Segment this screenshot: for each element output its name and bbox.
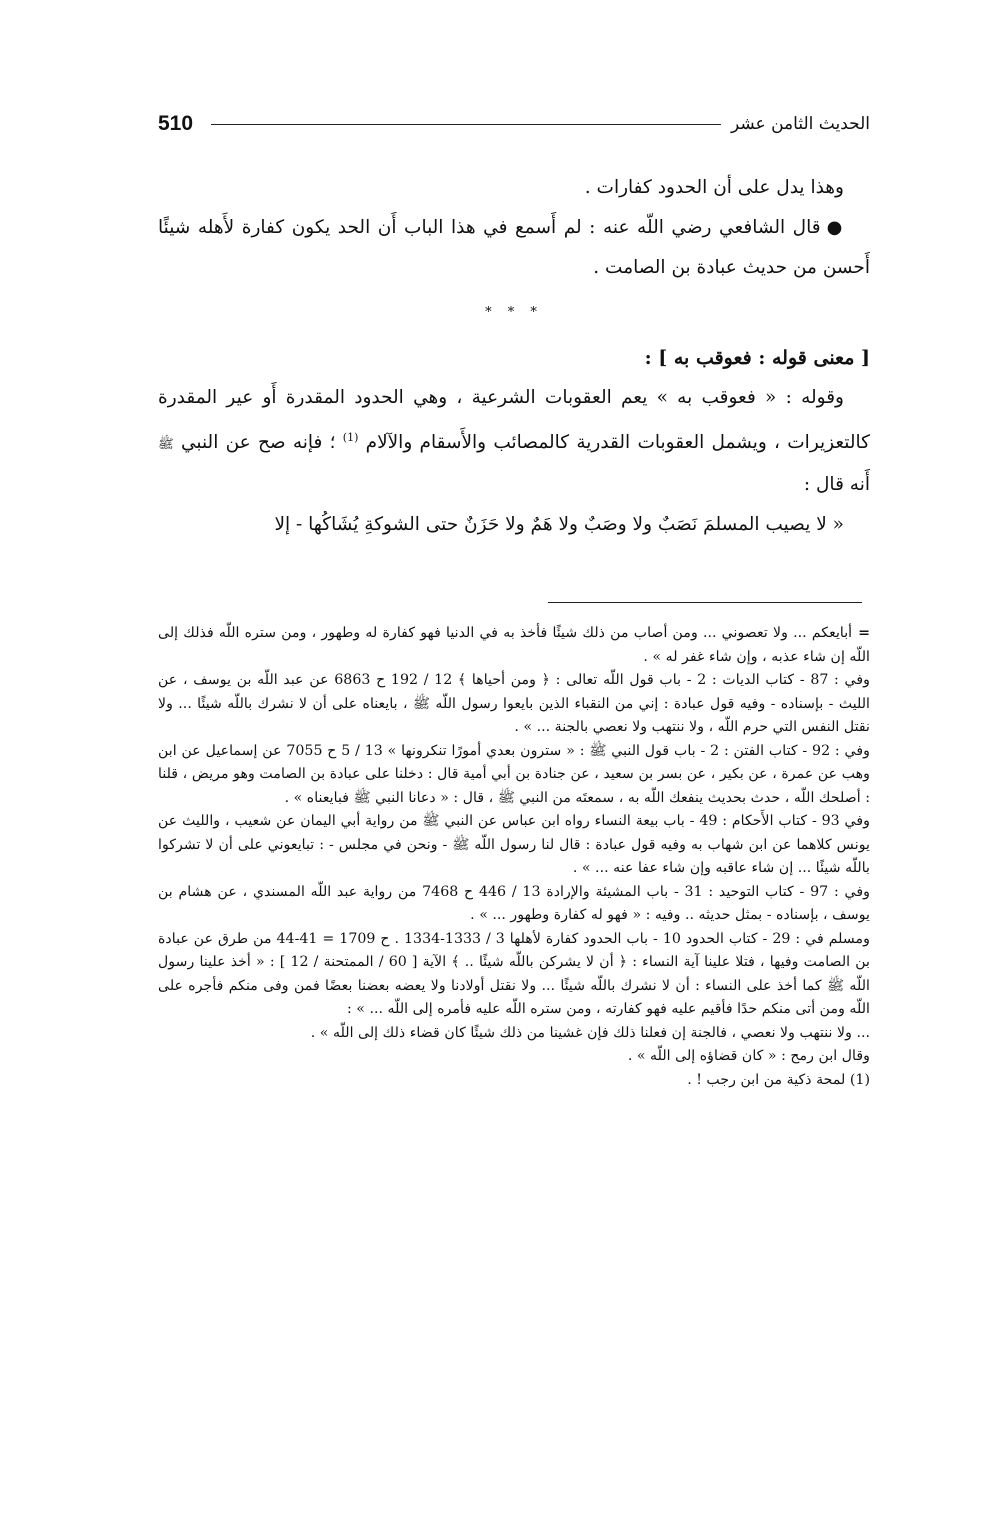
footnote-text: أبايعكم ... ولا تعصوني ... ومن أصاب من ذلك شيئًا فأخذ به في الدنيا فهو كفارة له وطهور ، ومن ستره اللّه فذلك إلى اللّه إن شاء عذبه ، وإن شاء غفر له » . bbox=[158, 625, 870, 665]
section-heading: [ معنى قوله : فعوقب به ] : bbox=[644, 347, 870, 369]
running-header bbox=[158, 104, 870, 144]
continuation-mark: = bbox=[858, 625, 870, 641]
section-separator: * * * bbox=[485, 305, 543, 320]
footnote-text: وفي 93 - كتاب الأَحكام : 49 - باب بيعة النساء رواه ابن عباس عن النبي ﷺ من رواية أبي اليمان عن شعيب ، والليث عن يونس كلاهما عن ابن شهاب به وفيه قول عبادة : قال لنا رسول اللّه ﷺ - ونحن في مجلس - : تبايعوني على أن لا تشركوا باللّه شيئًا ... إن شاء عاقبه وإن شاء عفا عنه ... » . bbox=[158, 813, 870, 876]
paragraph-3-text-b: ؛ فإنه صح عن النبي bbox=[180, 432, 336, 454]
footnote-ref-1[interactable]: (1) bbox=[342, 431, 359, 444]
pbuh-glyph: ﷺ bbox=[158, 437, 174, 453]
running-title: الحديث الثامن عشر bbox=[731, 114, 870, 134]
bullet-icon: ● bbox=[826, 217, 844, 238]
paragraph-4: « لا يصيب المسلمَ نَصَبٌ ولا وصَبٌ ولا هَمٌ ولا حَزَنٌ حتى الشوكةِ يُشَاكُها - إلا bbox=[274, 514, 844, 536]
paragraph-1: وهذا يدل على أن الحدود كفارات . bbox=[584, 177, 844, 198]
footnote-text: وفي : 92 - كتاب الفتن : 2 - باب قول النبي ﷺ : « سترون بعدي أمورًا تنكرونها » 13 / 5 ح 7055 عن إسماعيل عن ابن وهب عن عمرة ، عن بكير ، عن بسر بن سعيد ، عن جنادة بن أبي أمية قال : دخلنا على عبادة بن الصامت وهو مريض ، قلنا : أصلحك اللّه ، حدث بحديث ينفعك اللّه به ، سمعتَه من النبي ﷺ ، قال : « دعانا النبي ﷺ فبايعناه » . bbox=[158, 742, 870, 806]
footnote-text: وفي : 97 - كتاب التوحيد : 31 - باب المشيئة والإرادة 13 / 446 ح 7468 من رواية عبد اللّه المسندي ، عن هشام بن يوسف ، بإسناده - بمثل حديثه .. وفيه : « فهو له كفارة وطهور ... » . bbox=[158, 883, 870, 923]
header-rule bbox=[211, 124, 721, 125]
paragraph-2 bbox=[158, 208, 870, 288]
paragraph-3-text-c: أَنه قال : bbox=[803, 474, 870, 496]
footnote-1: (1) لمحة ذكية من ابن رجب ! . bbox=[687, 1071, 870, 1088]
footnote-text: وفي : 87 - كتاب الديات : 2 - باب قول اللّه تعالى : ﴿ ومن أحياها ﴾ 12 / 192 ح 6863 عن عبد اللّه بن يوسف ، عن الليث - بإسناده - وفيه قول عبادة : إني من النقباء الذين بايعوا رسول اللّه ﷺ ، بايعناه على أن لا نشرك باللّه شيئًا ... ولا نقتل النفس التي حرم اللّه ، ولا ننتهب ولا نعصي بالجنة ... » . bbox=[158, 672, 870, 735]
page-number: 510 bbox=[158, 112, 194, 135]
footnote-text: وقال ابن رمح : « كان قضاؤه إلى اللّه » . bbox=[627, 1048, 870, 1064]
footnote-continuation bbox=[158, 622, 870, 669]
paragraph-3 bbox=[158, 378, 870, 505]
footnote-text: ومسلم في : 29 - كتاب الحدود 10 - باب الحدود كفارة لأهلها 3 / 1333-1334 . ح 1709 = 41-44 من طرق عن عبادة بن الصامت وفيها ، فتلا علينا آية النساء : ﴿ أن لا يشركن باللّه شيئًا .. ﴾ الآية [ 60 / الممتحنة / 12 ] : « أخذ علينا رسول اللّه ﷺ كما أخذ على النساء : أن لا نشرك باللّه شيئًا ... ولا نقتل أولادنا ولا يعضه بعضنا بعضًا فمن وفى منكم فأجره على اللّه ومن أتى منكم حدًا فأقيم عليه فهو كفارته ، ومن ستره اللّه عليه فأمره إلى اللّه ... » : bbox=[158, 930, 870, 1017]
main-text bbox=[158, 168, 870, 545]
paragraph-3-text-a: وقوله : « فعوقب به » يعم العقوبات الشرعية ، وهي الحدود المقدرة أَو عير المقدرة كالتعزيرات ، ويشمل العقوبات القدرية كالمصائب والأَسقام والآلام bbox=[158, 387, 870, 454]
footnote-text: ... ولا ننتهب ولا نعصي ، فالجنة إن فعلنا ذلك فإن غشينا من ذلك شيئًا كان قضاء ذلك إلى اللّه » . bbox=[310, 1024, 870, 1041]
paragraph-2-text: قال الشافعي رضي اللّه عنه : لم أَسمع في هذا الباب أَن الحد يكون كفارة لأَهله شيئًا أَحسن من حديث عبادة بن الصامت . bbox=[158, 217, 870, 278]
footnote-separator bbox=[548, 602, 862, 603]
footnotes bbox=[158, 622, 870, 1092]
